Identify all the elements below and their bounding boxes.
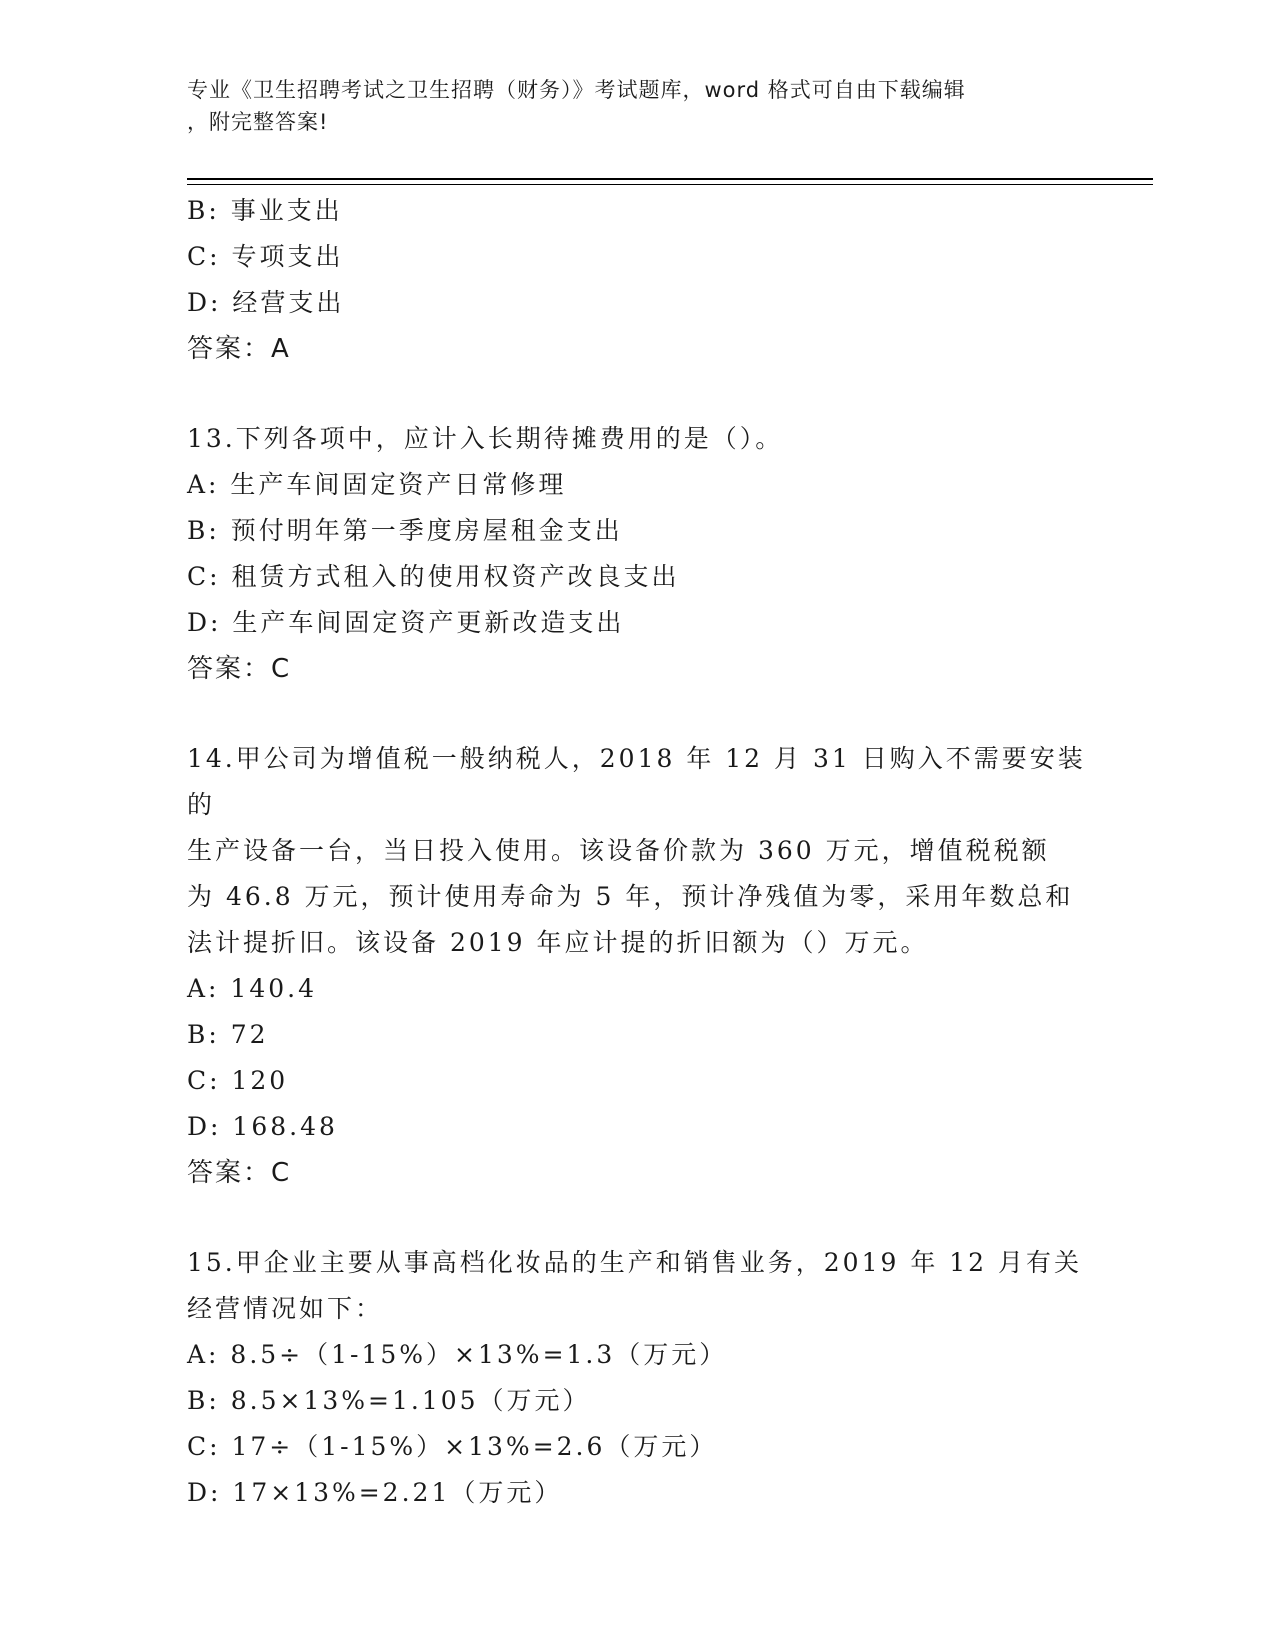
option-c: C: 租赁方式租入的使用权资产改良支出 xyxy=(187,562,680,591)
answer: 答案：A xyxy=(187,334,291,364)
option-c: C: 120 xyxy=(187,1066,289,1095)
option-b: B: 8.5×13%=1.105（万元） xyxy=(187,1386,591,1415)
option-a: A: 140.4 xyxy=(187,974,317,1003)
stem-line: 生产设备一台，当日投入使用。该设备价款为 360 万元，增值税税额 xyxy=(187,836,1050,865)
option-a: A: 8.5÷（1-15%）×13%=1.3（万元） xyxy=(187,1340,728,1369)
option-c: C: 17÷（1-15%）×13%=2.6（万元） xyxy=(187,1432,718,1461)
question-15 xyxy=(187,1240,1087,1516)
option-d: D: 17×13%=2.21（万元） xyxy=(187,1478,563,1507)
option-d: D: 168.48 xyxy=(187,1112,338,1141)
stem-line: 为 46.8 万元，预计使用寿命为 5 年，预计净残值为零，采用年数总和 xyxy=(187,882,1074,911)
question-13 xyxy=(187,416,1087,692)
option-d: D: 经营支出 xyxy=(187,288,345,317)
stem-line: 14.甲公司为增值税一般纳税人，2018 年 12 月 31 日购入不需要安装的 xyxy=(187,744,1086,819)
document-header xyxy=(187,74,1067,138)
stem-line: 法计提折旧。该设备 2019 年应计提的折旧额为（）万元。 xyxy=(187,928,929,957)
option-a: A: 生产车间固定资产日常修理 xyxy=(187,470,567,499)
stem-line: 15.甲企业主要从事高档化妆品的生产和销售业务，2019 年 12 月有关 xyxy=(187,1248,1083,1277)
document-body xyxy=(187,188,1087,1516)
question-12 xyxy=(187,188,1087,372)
option-b: B: 72 xyxy=(187,1020,269,1049)
option-d: D: 生产车间固定资产更新改造支出 xyxy=(187,608,625,637)
answer: 答案：C xyxy=(187,1158,292,1188)
header-line-1: 专业《卫生招聘考试之卫生招聘（财务）》考试题库，word 格式可自由下载编辑 xyxy=(187,78,966,102)
answer: 答案：C xyxy=(187,654,292,684)
option-b: B: 事业支出 xyxy=(187,196,343,225)
question-stem xyxy=(187,736,1087,966)
question-stem: 13.下列各项中，应计入长期待摊费用的是（）。 xyxy=(187,424,784,453)
stem-line: 经营情况如下： xyxy=(187,1294,384,1323)
header-line-2: ，附完整答案! xyxy=(187,110,329,134)
header-rule-thin xyxy=(187,184,1153,185)
question-stem xyxy=(187,1240,1087,1332)
option-b: B: 预付明年第一季度房屋租金支出 xyxy=(187,516,623,545)
header-rule-thick xyxy=(187,178,1153,180)
option-c: C: 专项支出 xyxy=(187,242,344,271)
question-14 xyxy=(187,736,1087,1196)
